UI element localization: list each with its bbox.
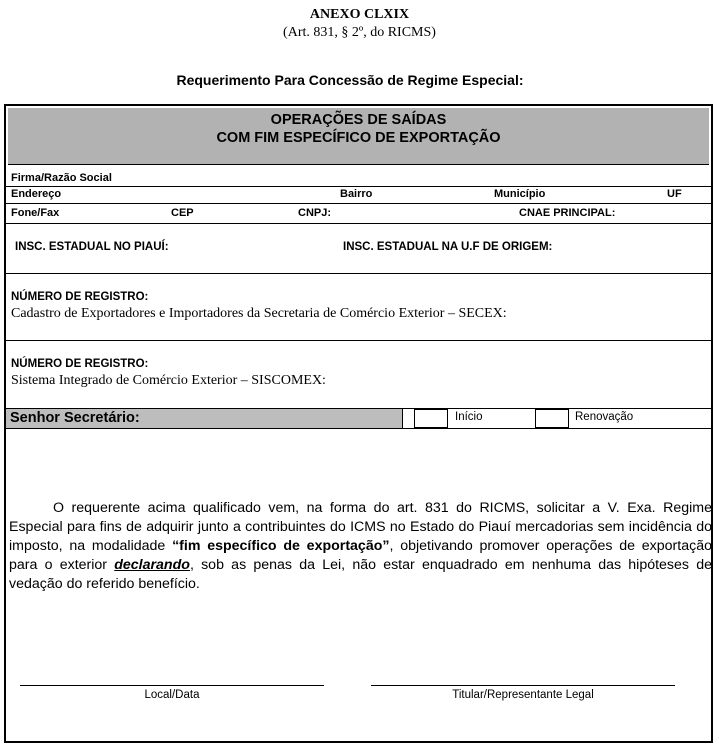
renovacao-checkbox[interactable]: [535, 409, 569, 428]
declarando-emphasis: declarando: [114, 557, 190, 573]
operations-title-line2: COM FIM ESPECÍFICO DE EXPORTAÇÃO: [216, 130, 501, 146]
siscomex-registro-text[interactable]: Sistema Integrado de Comércio Exterior – SISCOMEX:: [11, 373, 326, 388]
cep-field-label[interactable]: CEP: [171, 207, 194, 219]
cnae-field-label[interactable]: CNAE PRINCIPAL:: [519, 207, 616, 219]
insc-origem-field-label[interactable]: INSC. ESTADUAL NA U.F DE ORIGEM:: [343, 241, 553, 253]
firma-field-label[interactable]: Firma/Razão Social: [11, 172, 112, 184]
request-form: [4, 104, 713, 743]
operations-title-line1: OPERAÇÕES DE SAÍDAS: [270, 112, 447, 128]
endereco-field-label[interactable]: Endereço: [11, 188, 62, 200]
insc-piaui-field-label[interactable]: INSC. ESTADUAL NO PIAUÍ:: [15, 241, 169, 253]
inicio-label: Início: [455, 411, 483, 423]
salutation-box: [6, 409, 403, 428]
cnpj-field-label[interactable]: CNPJ:: [298, 207, 332, 219]
annex-title: ANEXO CLXIX: [309, 7, 410, 22]
annex-reference: (Art. 831, § 2º, do RICMS): [283, 25, 436, 40]
siscomex-registro-label: NÚMERO DE REGISTRO:: [11, 358, 149, 370]
uf-field-label[interactable]: UF: [667, 188, 682, 200]
request-title: Requerimento Para Concessão de Regime Especial:: [176, 72, 524, 88]
municipio-field-label[interactable]: Município: [494, 188, 546, 200]
salutation-label: Senhor Secretário:: [10, 410, 140, 426]
titular-label: Titular/Representante Legal: [452, 689, 594, 701]
inicio-checkbox[interactable]: [414, 409, 448, 428]
bairro-field-label[interactable]: Bairro: [340, 188, 373, 200]
renovacao-label: Renovação: [575, 411, 634, 423]
fone-field-label[interactable]: Fone/Fax: [11, 207, 60, 219]
secex-registro-label: NÚMERO DE REGISTRO:: [11, 291, 149, 303]
local-data-label: Local/Data: [144, 689, 200, 701]
modalidade-emphasis: “fim específico de exportação”: [172, 538, 390, 554]
local-data-signature-line[interactable]: [20, 685, 324, 686]
operations-header: [8, 108, 709, 165]
titular-signature-line[interactable]: [371, 685, 675, 686]
secex-registro-text[interactable]: Cadastro de Exportadores e Importadores da Secretaria de Comércio Exterior – SECEX:: [11, 306, 507, 321]
request-body-text: O requerente acima qualificado vem, na forma do art. 831 do RICMS, solicitar a V. Exa. Regime Especial para fins de adquirir junto a contribuintes do ICMS no Estado do Piauí mercadorias sem incidência do imposto, na modalidade “fim específico de exportação”, objetivando promover operações de exportação para o exterior declarando, sob as penas da Lei, não estar enquadrado em nenhuma das hipóteses de vedação do referido benefício.: [9, 500, 713, 592]
